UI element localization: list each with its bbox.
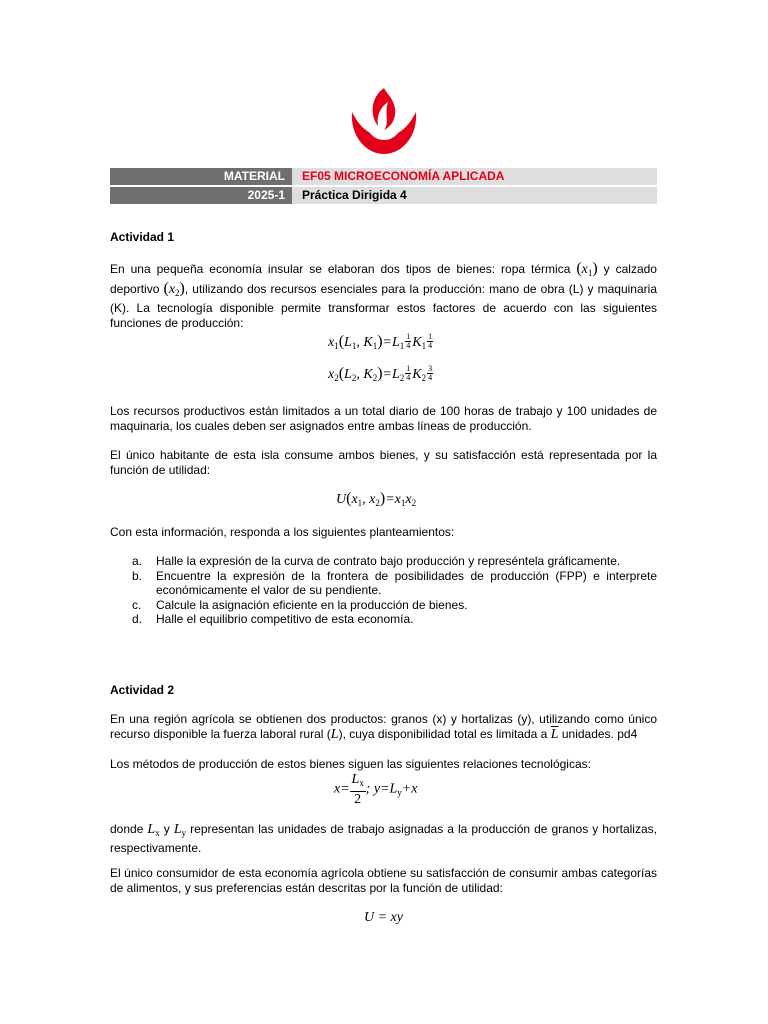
utility-function-1: $U(x_1$, $x_2)=x_1x_2$ — [336, 490, 417, 508]
activity-2-intro: En una región agrícola se obtienen dos productos: granos (x) y hortalizas (y), utilizando como único recurso disponible la fuerza laboral rural (L), cuya disponibilidad total es limitada a $\overline{L}$ unidades. pd4 — [110, 712, 657, 742]
utility-function-2: U = xy — [364, 910, 403, 925]
production-function-x2: $x_2(L_2$, $K_2)=L_2$ $\frac{1}{4}$ $K_2$ $\frac{3}{4}$ — [328, 364, 433, 383]
list-item: a. Halle la expresión de la curva de contrato bajo producción y represéntela gráficamente. — [132, 554, 621, 568]
activity-1-prompt: Con esta información, responda a los siguientes planteamientos: — [110, 525, 455, 539]
technology-relations: x= $\frac{L_x}{2}$ ; $y=L_y+x$ — [334, 772, 418, 807]
activity-2-consumer: El único consumidor de esta economía agrícola obtiene su satisfacción de consumir ambas categorías de alimentos, y sus preferencias están descritas por la función de utilidad: — [110, 866, 657, 895]
activity-1-intro: En una pequeña economía insular se elaboran dos tipos de bienes: ropa térmica $(x_1)$ y calzado deportivo $(x_2)$, utilizando dos recursos esenciales para la producción: mano de obra (L) y maquinaria (K). La tecnología disponible permite transformar estos factores de acuerdo con las siguientes funciones de producción: — [110, 260, 657, 330]
activity-1-consumer: El único habitante de esta isla consume ambos bienes, y su satisfacción está representada por la función de utilidad: — [110, 448, 657, 477]
header-row-term — [110, 187, 657, 204]
header-label: MATERIAL — [110, 168, 292, 185]
activity-2-labor-definition: donde $L_x$ y $L_y$ representan las unidades de trabajo asignadas a la producción de granos y hortalizas, respectivamente. — [110, 822, 657, 855]
activity-1-questions — [132, 554, 657, 627]
list-item: b. Encuentre la expresión de la frontera de posibilidades de producción (FPP) e interprete económicamente el valor de su pendiente. — [132, 568, 657, 597]
practice-title: Práctica Dirigida 4 — [292, 187, 657, 204]
activity-2-title: Actividad 2 — [110, 683, 175, 697]
list-item: d. Halle el equilibrio competitivo de esta economía. — [132, 612, 414, 626]
production-function-x1: $x_1(L_1$, $K_1)=L_1$ $\frac{1}{4}$ $K_1$ $\frac{1}{4}$ — [328, 332, 433, 351]
activity-1-title: Actividad 1 — [110, 230, 175, 244]
header-row-material — [110, 168, 657, 185]
term-label: 2025-1 — [110, 187, 292, 204]
activity-2-methods: Los métodos de producción de estos bienes siguen las siguientes relaciones tecnológicas: — [110, 757, 591, 771]
university-logo — [348, 88, 420, 156]
course-title: EF05 MICROECONOMÍA APLICADA — [292, 168, 657, 185]
list-item: c. Calcule la asignación eficiente en la producción de bienes. — [132, 597, 468, 612]
activity-1-resources: Los recursos productivos están limitados a un total diario de 100 horas de trabajo y 100 unidades de maquinaria, los cuales deben ser asignados entre ambas líneas de producción. — [110, 404, 657, 433]
